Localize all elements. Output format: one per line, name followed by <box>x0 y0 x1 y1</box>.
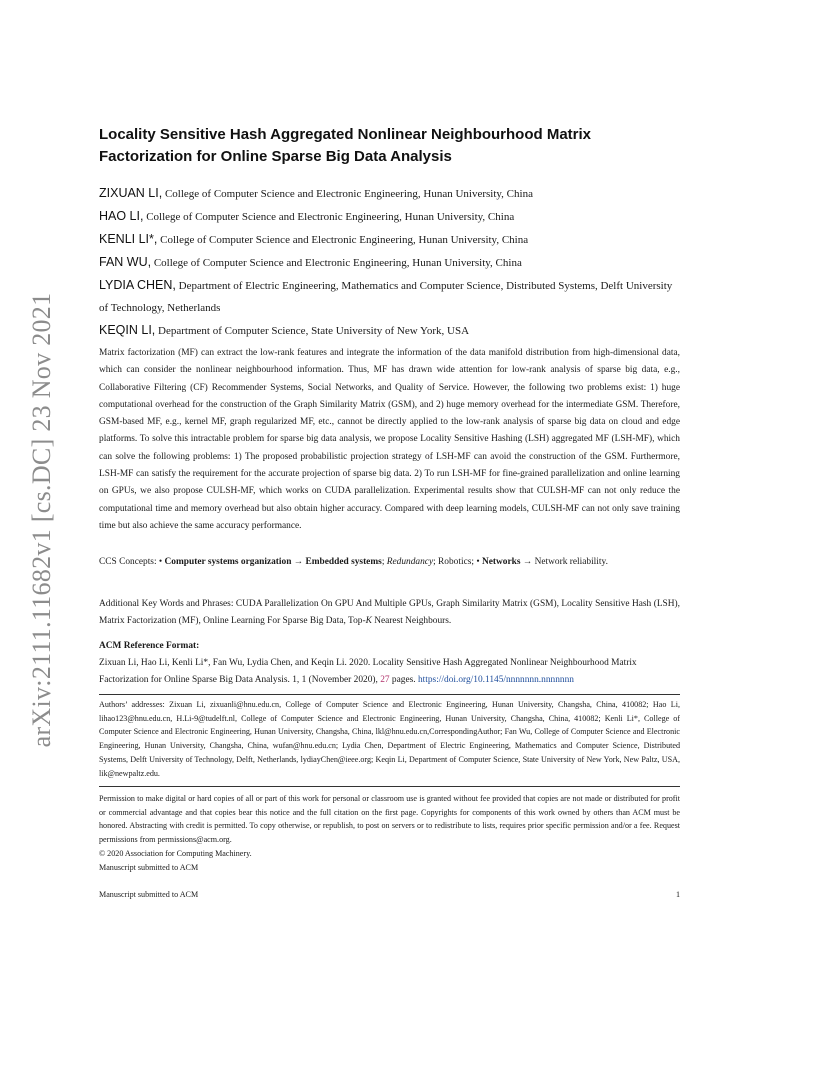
author-name: ZIXUAN LI, <box>99 186 163 200</box>
divider <box>99 786 680 787</box>
author-entry <box>99 228 680 251</box>
copyright-line: © 2020 Association for Computing Machinery. <box>99 848 252 858</box>
footer-running-text: Manuscript submitted to ACM <box>99 890 199 899</box>
doi-link[interactable]: https://doi.org/10.1145/nnnnnnn.nnnnnnn <box>417 675 574 685</box>
author-name: KEQIN LI, <box>99 323 156 337</box>
page-count-link[interactable]: 27 <box>380 675 390 685</box>
author-name: LYDIA CHEN, <box>99 278 176 292</box>
keywords: Additional Key Words and Phrases: CUDA Parallelization On GPU And Multiple GPUs, Graph Similarity Matrix (GSM), Locality Sensitive Hash (LSH), Matrix Factorization (MF), Online Learning For Sparse Big Data, Top-K Nearest Neighbours. <box>99 599 680 626</box>
author-list <box>99 182 680 342</box>
divider <box>99 694 680 695</box>
manuscript-note: Manuscript submitted to ACM <box>99 862 199 872</box>
author-name: KENLI LI*, <box>99 232 158 246</box>
author-addresses: Authors’ addresses: Zixuan Li, zixuanli@hnu.edu.cn, College of Computer Science and Electronic Engineering, Hunan University, Changsha, China, 410082; Hao Li, lihao123@hnu.edu.cn, H.Li-9@tudelft.nl, College of Computer Science and Electronic Engineering, Hunan University, Changsha, China, 410082; Kenli Li*, College of Computer Science and Electronic Engineering, Hunan University, Changsha, China, lkl@hnu.edu.cn,CorrespondingAuthor; Fan Wu, College of Computer Science and Electronic Engineering, Hunan University, Changsha, China, wufan@hnu.edu.cn; Lydia Chen, Department of Electric Engineering, Mathematics and Computer Science, Distributed Systems, Delft University of Technology, Delft, Netherlands, lydiayChen@ieee.org; Keqin Li, Department of Computer Science, State University of New York, New Paltz, USA, lik@newpaltz.edu. <box>99 700 680 778</box>
author-affiliation: College of Computer Science and Electronic Engineering, Hunan University, China <box>162 188 533 200</box>
author-entry <box>99 319 680 342</box>
author-affiliation: College of Computer Science and Electronic Engineering, Hunan University, China <box>143 211 515 223</box>
keywords-label: Additional Key Words and Phrases: <box>99 599 234 609</box>
arxiv-id-label: arXiv:2111.11682v1 [cs.DC] 23 Nov 2021 <box>27 292 56 748</box>
author-affiliation: College of Computer Science and Electronic Engineering, Hunan University, China <box>151 257 522 269</box>
permission-notice <box>99 792 680 874</box>
author-name: HAO LI, <box>99 209 144 223</box>
author-entry <box>99 205 680 228</box>
page-number: 1 <box>675 890 680 899</box>
reference-format: Zixuan Li, Hao Li, Kenli Li*, Fan Wu, Lydia Chen, and Keqin Li. 2020. Locality Sensitive Hash Aggregated Nonlinear Neighbourhood Matrix Factorization for Online Sparse Big Data Analysis. 1, 1 (November 2020), 27 pages. https://doi.org/10.1145/nnnnnnn.nnnnnnn <box>99 658 637 685</box>
author-affiliation: Department of Computer Science, State University of New York, USA <box>155 325 470 337</box>
reference-format-heading: ACM Reference Format: <box>99 641 200 651</box>
author-affiliation: College of Computer Science and Electronic Engineering, Hunan University, China <box>157 234 529 246</box>
permission-text: Permission to make digital or hard copies of all or part of this work for personal or classroom use is granted without fee provided that copies are not made or distributed for profit or commercial advantage and that copies bear this notice and the full citation on the first page. Copyrights for components of this work owned by others than ACM must be honored. Abstracting with credit is permitted. To copy otherwise, or republish, to post on servers or to redistribute to lists, requires prior specific permission and/or a fee. Request permissions from permissions@acm.org. <box>99 794 680 845</box>
author-affiliation: Department of Electric Engineering, Mathematics and Computer Science, Distributed Systems, Delft University of Technology, Netherlands <box>99 280 673 314</box>
author-entry <box>99 274 680 319</box>
paper-title: Locality Sensitive Hash Aggregated Nonlinear Neighbourhood Matrix Factorization for Online Sparse Big Data Analysis <box>99 126 592 165</box>
author-entry <box>99 251 680 274</box>
author-name: FAN WU, <box>99 255 152 269</box>
author-entry <box>99 182 680 205</box>
ccs-concepts: CCS Concepts: • Computer systems organization → Embedded systems; Redundancy; Robotics; • Networks → Network reliability. <box>99 557 608 567</box>
abstract: Matrix factorization (MF) can extract the low-rank features and integrate the information of the data manifold distribution from high-dimensional data, which can consider the nonlinear neighbourhood information. Thus, MF has drawn wide attention for low-rank analysis of sparse big data, e.g., Collaborative Filtering (CF) Recommender Systems, Social Networks, and Quality of Service. However, the following two problems exist: 1) huge computational overhead for the construction of the Graph Similarity Matrix (GSM), and 2) huge memory overhead for the intermediate GSM. Therefore, GSM-based MF, e.g., kernel MF, graph regularized MF, etc., cannot be directly applied to the low-rank analysis of sparse big data on cloud and edge platforms. To solve this intractable problem for sparse big data analysis, we propose Locality Sensitive Hashing (LSH) aggregated MF (LSH-MF), which can solve the following problems: 1) The proposed probabilistic projection strategy of LSH-MF can avoid the construction of the GSM. Furthermore, LSH-MF can satisfy the requirement for the accurate projection of sparse big data. 2) To run LSH-MF for fine-grained parallelization and online learning on GPUs, we also propose CULSH-MF, which works on CUDA parallelization. Experimental results show that CULSH-MF can not only reduce the computational time and memory overhead but also obtain higher accuracy. Compared with deep learning models, CULSH-MF can not only save training time but also achieve the same accuracy performance. <box>99 348 680 531</box>
